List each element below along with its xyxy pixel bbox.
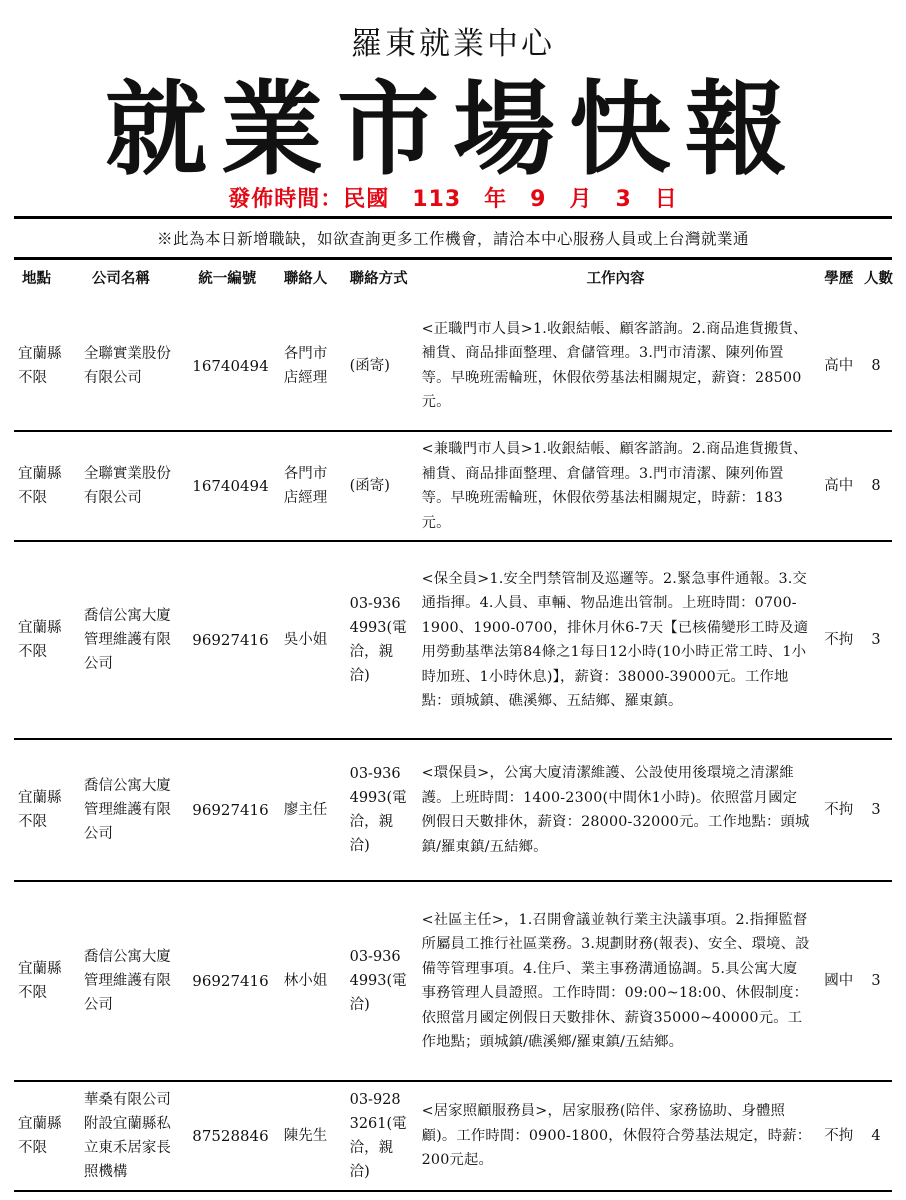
row-job-description: <環保員>，公寓大廈清潔維護、公設使用後環境之清潔維護。上班時間：1400-2300(中間休1小時)。依照當月國定例假日天數排休，薪資：28000-32000元。工作地點：頭城鎮/羅東鎮/五結鄉。 (414, 739, 818, 881)
row-company: 華桑有限公司附設宜蘭縣私立東禾居家長照機構 (80, 1081, 188, 1191)
row-location: 宜蘭縣不限 (14, 431, 80, 541)
row-contact: 各門市店經理 (280, 298, 346, 431)
table-row (14, 541, 892, 739)
col-job: 工作內容 (414, 259, 818, 299)
row-education: 不拘 (818, 1081, 861, 1191)
page-title: 就業市場快報 (105, 70, 801, 190)
row-company: 喬信公寓大廈管理維護有限公司 (80, 881, 188, 1081)
row-contact-method: (函寄) (346, 431, 414, 541)
table-row (14, 431, 892, 541)
row-location: 宜蘭縣不限 (14, 541, 80, 739)
row-location: 宜蘭縣不限 (14, 881, 80, 1081)
row-education: 不拘 (818, 541, 861, 739)
row-contact: 林小姐 (280, 881, 346, 1081)
row-contact-method: (函寄) (346, 298, 414, 431)
row-company: 喬信公寓大廈管理維護有限公司 (80, 541, 188, 739)
col-company: 公司名稱 (80, 259, 188, 299)
row-company: 喬信公寓大廈管理維護有限公司 (80, 739, 188, 881)
row-tax-id: 16740494 (188, 431, 279, 541)
table-row (14, 1081, 892, 1191)
organization-name: 羅東就業中心 (351, 26, 555, 62)
row-job-description: <居家照顧服務員>，居家服務(陪伴、家務協助、身體照顧)。工作時間：0900-1800，休假符合勞基法規定，時薪：200元起。 (414, 1081, 818, 1191)
table-row (14, 881, 892, 1081)
row-job-description: <社區主任>，1.召開會議並執行業主決議事項。2.指揮監督所屬員工推行社區業務。3.規劃財務(報表)、安全、環境、設備等管理事項。4.住戶、業主事務溝通協調。5.具公寓大廈事務管理人員證照。工作時間：09:00~18:00、休假制度：依照當月國定例假日天數排休、薪資35000~40000元。工作地點；頭城鎮/礁溪鄉/羅東鎮/五結鄉。 (414, 881, 818, 1081)
row-location: 宜蘭縣不限 (14, 298, 80, 431)
table-header-row (14, 259, 892, 299)
row-headcount: 3 (860, 739, 892, 881)
publish-date: 發佈時間：民國 113 年 9 月 3 日 (228, 187, 678, 212)
row-contact-method: 03-9283261(電洽，親洽) (346, 1081, 414, 1191)
row-company: 全聯實業股份有限公司 (80, 431, 188, 541)
col-count: 人數 (860, 259, 892, 299)
row-education: 不拘 (818, 739, 861, 881)
row-contact-method: 03-9364993(電洽，親洽) (346, 541, 414, 739)
row-location: 宜蘭縣不限 (14, 1081, 80, 1191)
table-row (14, 739, 892, 881)
row-contact-method: 03-9364993(電洽) (346, 881, 414, 1081)
row-tax-id: 16740494 (188, 298, 279, 431)
row-job-description: <保全員>1.安全門禁管制及巡邏等。2.緊急事件通報。3.交通指揮。4.人員、車輛、物品進出管制。上班時間：0700-1900、1900-0700，排休月休6-7天【已核備變形工時及適用勞動基準法第84條之1每日12小時(10小時正常工時、1小時加班、1小時休息)】，薪資：38000-39000元。工作地點：頭城鎮、礁溪鄉、五結鄉、羅東鎮。 (414, 541, 818, 739)
row-headcount: 8 (860, 298, 892, 431)
job-table (14, 257, 892, 1192)
row-contact: 陳先生 (280, 1081, 346, 1191)
row-headcount: 4 (860, 1081, 892, 1191)
row-education: 國中 (818, 881, 861, 1081)
row-education: 高中 (818, 298, 861, 431)
notice-text: ※此為本日新增職缺，如欲查詢更多工作機會，請洽本中心服務人員或上台灣就業通 (156, 230, 749, 248)
row-contact-method: 03-9364993(電洽，親洽) (346, 739, 414, 881)
row-tax-id: 87528846 (188, 1081, 279, 1191)
col-location: 地點 (14, 259, 80, 299)
row-company: 全聯實業股份有限公司 (80, 298, 188, 431)
col-tax-id: 統一編號 (188, 259, 279, 299)
row-headcount: 3 (860, 541, 892, 739)
row-contact: 吳小姐 (280, 541, 346, 739)
table-row (14, 298, 892, 431)
row-tax-id: 96927416 (188, 739, 279, 881)
row-tax-id: 96927416 (188, 541, 279, 739)
col-contact: 聯絡人 (280, 259, 346, 299)
col-education: 學歷 (818, 259, 861, 299)
row-job-description: <兼職門市人員>1.收銀結帳、顧客諮詢。2.商品進貨搬貨、補貨、商品排面整理、倉儲管理。3.門市清潔、陳列佈置等。早晚班需輪班，休假依勞基法相關規定，時薪：183元。 (414, 431, 818, 541)
title-divider (14, 216, 892, 219)
row-job-description: <正職門市人員>1.收銀結帳、顧客諮詢。2.商品進貨搬貨、補貨、商品排面整理、倉儲管理。3.門市清潔、陳列佈置等。早晚班需輪班，休假依勞基法相關規定，薪資：28500元。 (414, 298, 818, 431)
row-headcount: 8 (860, 431, 892, 541)
row-headcount: 3 (860, 881, 892, 1081)
row-tax-id: 96927416 (188, 881, 279, 1081)
col-method: 聯絡方式 (346, 259, 414, 299)
row-location: 宜蘭縣不限 (14, 739, 80, 881)
row-contact: 各門市店經理 (280, 431, 346, 541)
row-education: 高中 (818, 431, 861, 541)
row-contact: 廖主任 (280, 739, 346, 881)
